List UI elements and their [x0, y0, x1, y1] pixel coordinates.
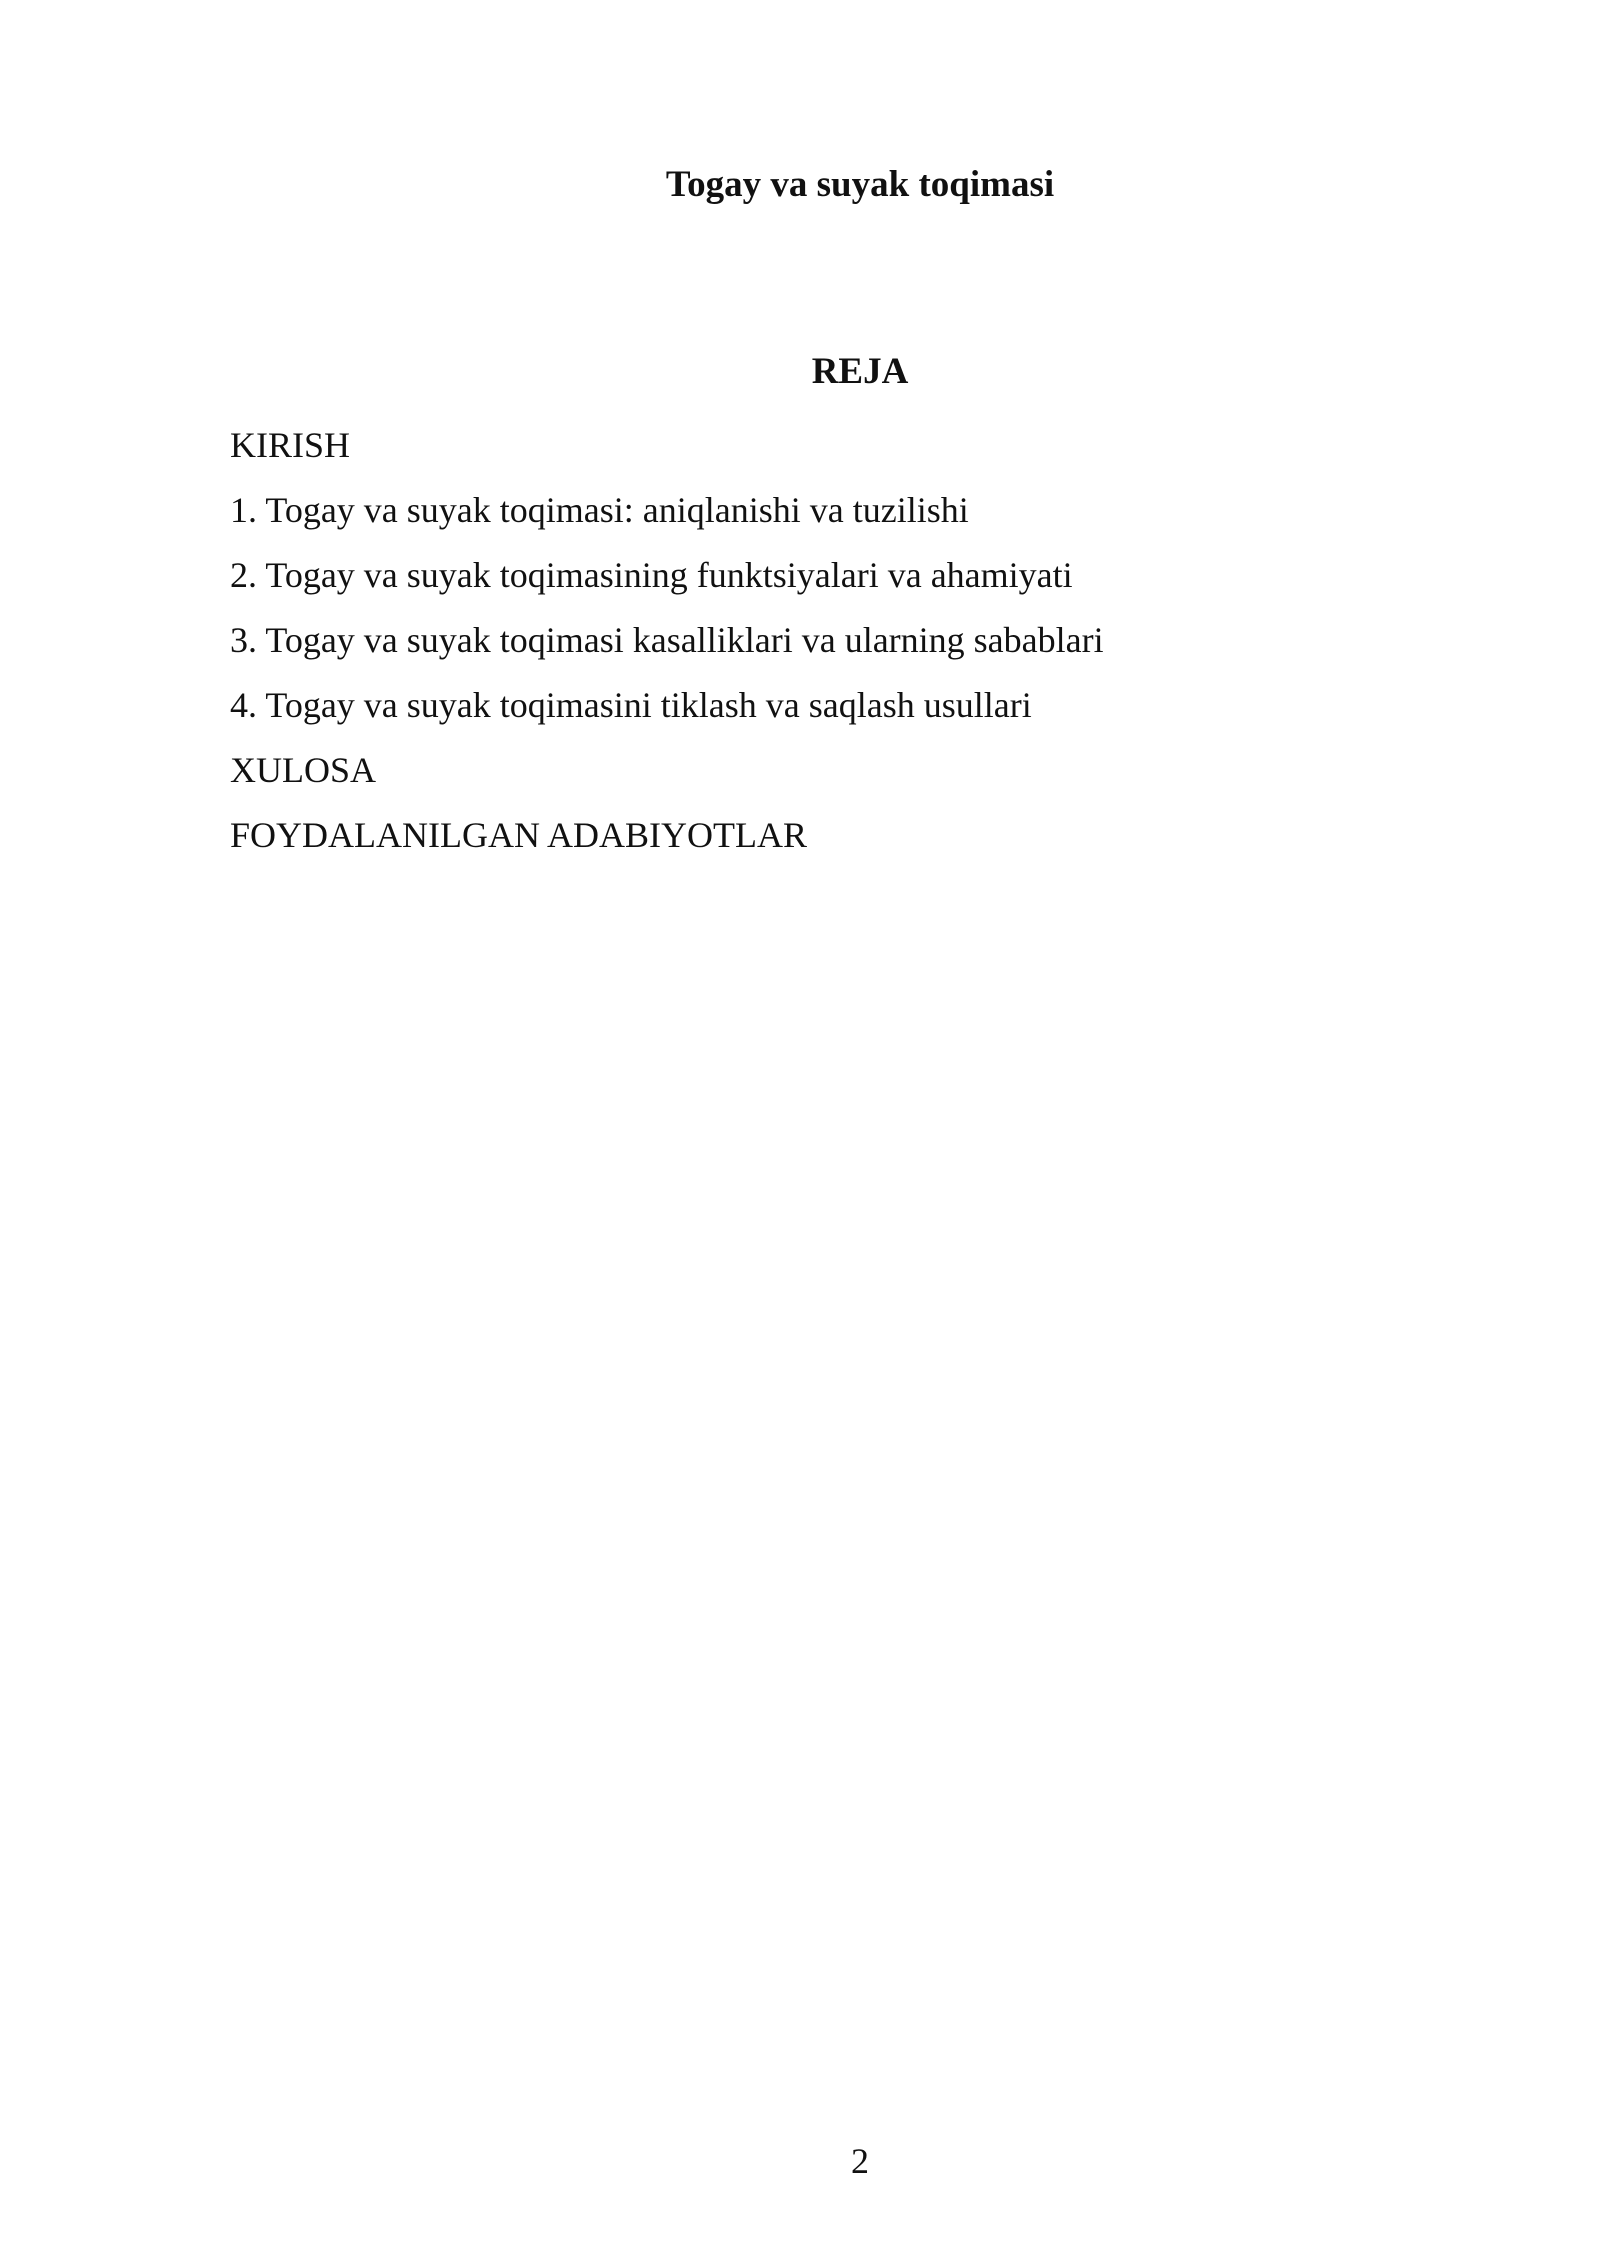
- plan-item-conclusion: XULOSA: [230, 750, 377, 790]
- plan-item-1: 1. Togay va suyak toqimasi: aniqlanishi va tuzilishi: [230, 490, 969, 530]
- plan-item-3: 3. Togay va suyak toqimasi kasalliklari va ularning sabablari: [230, 620, 1104, 660]
- page-number: 2: [851, 2141, 869, 2181]
- plan-item-references: FOYDALANILGAN ADABIYOTLAR: [230, 815, 807, 855]
- plan-heading: REJA: [811, 351, 909, 392]
- document-title: Togay va suyak toqimasi: [665, 164, 1055, 205]
- plan-item-2: 2. Togay va suyak toqimasining funktsiyalari va ahamiyati: [230, 555, 1073, 595]
- plan-list: [230, 420, 1104, 875]
- plan-item-introduction: KIRISH: [230, 425, 351, 465]
- plan-item-4: 4. Togay va suyak toqimasini tiklash va saqlash usullari: [230, 685, 1032, 725]
